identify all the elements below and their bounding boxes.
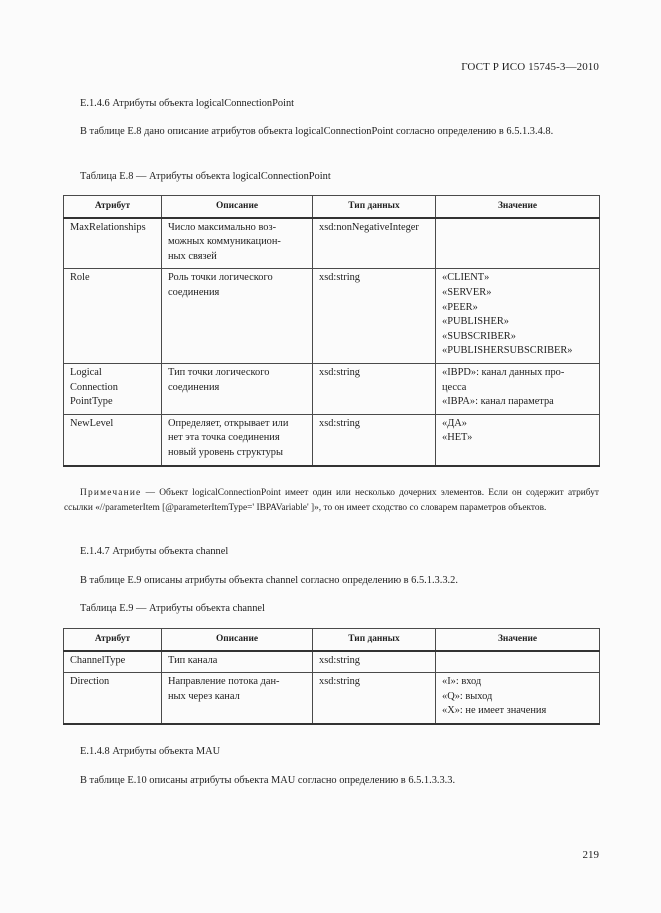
column-header: Тип данных bbox=[313, 196, 436, 218]
cell-line: Определяет, открывает или bbox=[168, 417, 289, 429]
column-header: Атрибут bbox=[64, 629, 162, 651]
table-e9 bbox=[63, 628, 600, 725]
cell-line: «SUBSCRIBER» bbox=[442, 330, 516, 342]
cell-line: Role bbox=[70, 272, 90, 284]
cell-value bbox=[436, 363, 600, 414]
table-row bbox=[64, 269, 600, 364]
cell-line: цесса bbox=[442, 381, 467, 393]
cell-line: Тип точки логического bbox=[168, 366, 270, 378]
cell-line: «PUBLISHER» bbox=[442, 316, 509, 328]
cell-line: Logical bbox=[70, 366, 102, 378]
cell-description bbox=[162, 269, 313, 364]
cell-line: xsd:string bbox=[319, 676, 360, 688]
cell-line: xsd:string bbox=[319, 272, 360, 284]
cell-line: «ДА» bbox=[442, 417, 467, 429]
cell-description bbox=[162, 218, 313, 269]
cell-value bbox=[436, 414, 600, 465]
cell-description bbox=[162, 363, 313, 414]
cell-line: можных коммуникацион- bbox=[168, 236, 281, 248]
cell-line: «НЕТ» bbox=[442, 432, 473, 444]
cell-line: xsd:string bbox=[319, 417, 360, 429]
cell-line: Direction bbox=[70, 676, 110, 688]
table-e8-caption: Таблица Е.8 — Атрибуты объекта logicalConnectionPoint bbox=[80, 171, 331, 182]
cell-attribute bbox=[64, 673, 162, 724]
cell-line: «X»: не имеет значения bbox=[442, 705, 547, 717]
section-heading-e148: Е.1.4.8 Атрибуты объекта MAU bbox=[80, 746, 221, 757]
table-header-row bbox=[64, 629, 600, 651]
cell-value bbox=[436, 673, 600, 724]
cell-line: «PUBLISHERSUBSCRIBER» bbox=[442, 345, 573, 357]
standard-header: ГОСТ Р ИСО 15745-3—2010 bbox=[461, 61, 599, 73]
cell-attribute bbox=[64, 414, 162, 465]
cell-line: MaxRelationships bbox=[70, 221, 146, 233]
section-paragraph-e148: В таблице Е.10 описаны атрибуты объекта MAU согласно определению в 6.5.1.3.3.3. bbox=[80, 775, 456, 786]
cell-attribute bbox=[64, 363, 162, 414]
cell-data-type bbox=[313, 363, 436, 414]
cell-line: «PEER» bbox=[442, 301, 478, 313]
cell-line: Тип канала bbox=[168, 654, 218, 666]
cell-value bbox=[436, 651, 600, 673]
cell-line: xsd:string bbox=[319, 654, 360, 666]
cell-data-type bbox=[313, 269, 436, 364]
section-paragraph-e146: В таблице Е.8 дано описание атрибутов объекта logicalConnectionPoint согласно определению в 6.5.1.3.4.8. bbox=[80, 126, 554, 137]
cell-description bbox=[162, 414, 313, 465]
cell-line: «CLIENT» bbox=[442, 272, 490, 284]
cell-attribute bbox=[64, 218, 162, 269]
cell-line: нет эта точка соединения bbox=[168, 432, 280, 444]
cell-line: ных через канал bbox=[168, 690, 240, 702]
column-header: Описание bbox=[162, 196, 313, 218]
cell-line: Connection bbox=[70, 381, 118, 393]
cell-line: «I»: вход bbox=[442, 676, 482, 688]
column-header: Тип данных bbox=[313, 629, 436, 651]
cell-value bbox=[436, 218, 600, 269]
cell-line: NewLevel bbox=[70, 417, 114, 429]
cell-description bbox=[162, 651, 313, 673]
table-row bbox=[64, 363, 600, 414]
cell-data-type bbox=[313, 651, 436, 673]
cell-data-type bbox=[313, 414, 436, 465]
cell-line: «IBPD»: канал данных про- bbox=[442, 366, 565, 378]
cell-attribute bbox=[64, 651, 162, 673]
cell-line: ных связей bbox=[168, 250, 217, 262]
cell-line: Число максимально воз- bbox=[168, 221, 277, 233]
cell-line: xsd:string bbox=[319, 366, 360, 378]
column-header: Значение bbox=[436, 629, 600, 651]
cell-value bbox=[436, 269, 600, 364]
table-row bbox=[64, 218, 600, 269]
section-paragraph-e147: В таблице Е.9 описаны атрибуты объекта channel согласно определению в 6.5.1.3.3.2. bbox=[80, 575, 458, 586]
column-header: Значение bbox=[436, 196, 600, 218]
table-row bbox=[64, 673, 600, 724]
cell-line: «Q»: выход bbox=[442, 690, 493, 702]
cell-line: xsd:nonNegativeInteger bbox=[319, 221, 419, 233]
table-row bbox=[64, 414, 600, 465]
section-heading-e147: Е.1.4.7 Атрибуты объекта channel bbox=[80, 546, 229, 557]
cell-line: Направление потока дан- bbox=[168, 676, 280, 688]
cell-line: «SERVER» bbox=[442, 286, 492, 298]
cell-data-type bbox=[313, 673, 436, 724]
note-text: — Объект logicalConnectionPoint имеет один или несколько дочерних элементов. Если он содержит атрибут ссылки «//parameterItem [@parameterItemType=' IBPAVariable' ]», то он имеет сходство со словарем параметров объектов. bbox=[64, 488, 599, 513]
cell-line: «IBPA»: канал параметра bbox=[442, 396, 554, 408]
note-label: Примечание bbox=[80, 488, 142, 498]
page-number: 219 bbox=[582, 849, 599, 861]
cell-line: новый уровень структуры bbox=[168, 446, 283, 458]
cell-line: ChannelType bbox=[70, 654, 126, 666]
table-row bbox=[64, 651, 600, 673]
cell-data-type bbox=[313, 218, 436, 269]
cell-line: соединения bbox=[168, 381, 220, 393]
cell-line: Роль точки логического bbox=[168, 272, 273, 284]
table-e8 bbox=[63, 195, 600, 467]
cell-description bbox=[162, 673, 313, 724]
table-e9-caption: Таблица Е.9 — Атрибуты объекта channel bbox=[80, 603, 265, 614]
table-header-row bbox=[64, 196, 600, 218]
section-heading-e146: Е.1.4.6 Атрибуты объекта logicalConnectionPoint bbox=[80, 98, 295, 109]
column-header: Описание bbox=[162, 629, 313, 651]
cell-attribute bbox=[64, 269, 162, 364]
table-e8-note bbox=[64, 486, 599, 516]
column-header: Атрибут bbox=[64, 196, 162, 218]
cell-line: PointType bbox=[70, 396, 113, 408]
cell-line: соединения bbox=[168, 286, 220, 298]
